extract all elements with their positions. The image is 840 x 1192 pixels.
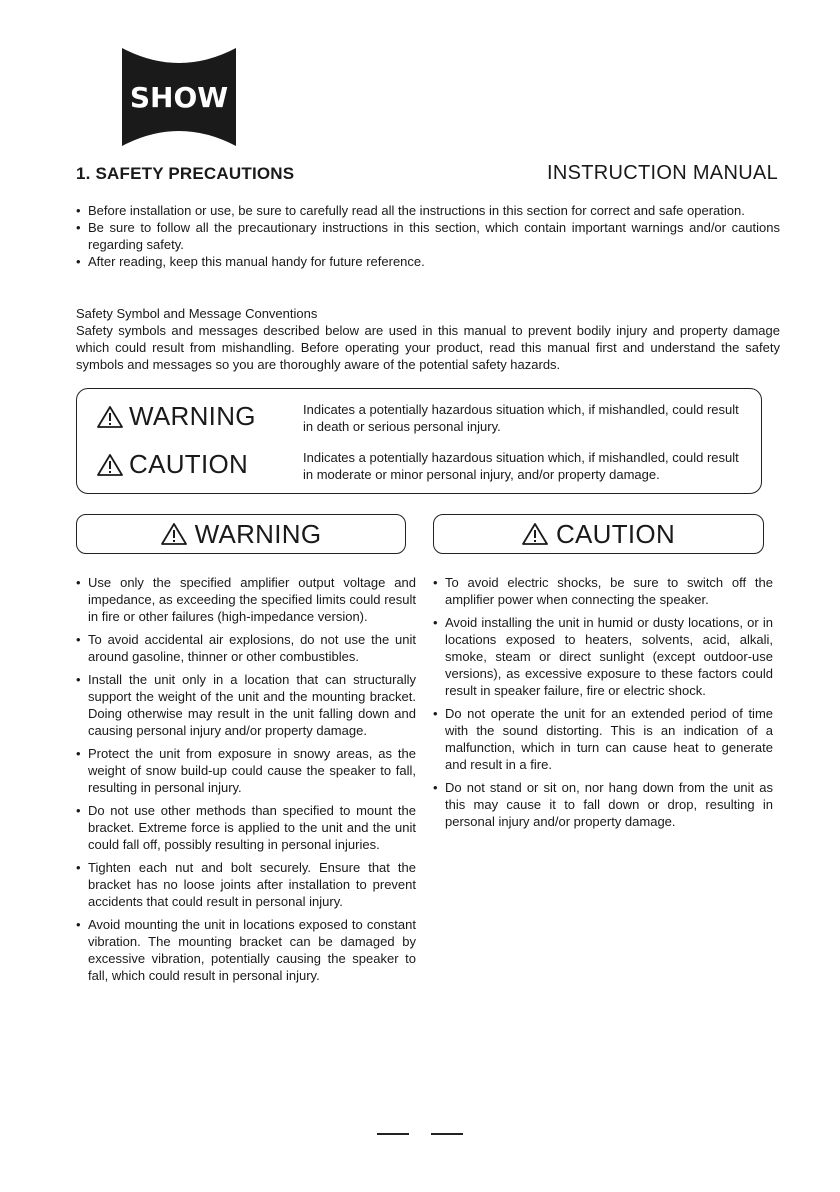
page-footer-mark	[431, 1133, 463, 1135]
caution-triangle-icon	[97, 453, 123, 477]
section-title: 1. SAFETY PRECAUTIONS	[76, 164, 295, 183]
definition-desc: Indicates a potentially hazardous situation which, if mishandled, could result in moderate or minor personal injury, and/or property damage.	[303, 450, 739, 482]
document-title: INSTRUCTION MANUAL	[547, 162, 778, 184]
caution-item: • Do not stand or sit on, nor hang down from the unit as this may cause it to fall down or drop, resulting in personal injury and/or property damage.	[433, 779, 773, 830]
show-logo	[118, 44, 240, 150]
intro-bullets	[76, 202, 780, 270]
intro-bullet: • After reading, keep this manual handy for future reference.	[76, 253, 780, 270]
caution-list	[433, 574, 773, 836]
warning-item: • Use only the specified amplifier output voltage and impedance, as exceeding the specified limits could result in fire or other failures (high-impedance version).	[76, 574, 416, 625]
conventions-heading: Safety Symbol and Message Conventions	[76, 306, 318, 321]
definition-warning	[77, 397, 761, 445]
warning-item: • Do not use other methods than specified to mount the bracket. Extreme force is applied to the unit and the unit could fall off, possibly resulting in personal injuries.	[76, 802, 416, 853]
caution-item: • Do not operate the unit for an extended period of time with the sound distorting. This is an indication of a malfunction, which in turn can cause heat to generate and result in a fire.	[433, 705, 773, 773]
warning-header-label: WARNING	[194, 518, 322, 549]
definition-caution	[77, 445, 761, 493]
caution-header-label: CAUTION	[555, 518, 676, 549]
definition-label: WARNING	[129, 401, 256, 431]
conventions-body: Safety symbols and messages described below are used in this manual to prevent bodily injury and property damage which could result from mishandling. Before operating your product, read this manual first and understand the safety symbols and messages so you are thoroughly aware of the potential safety hazards.	[76, 323, 780, 372]
warning-header	[76, 514, 406, 554]
intro-bullet: • Be sure to follow all the precautionary instructions in this section, which contain important warnings and/or cautions regarding safety.	[76, 219, 780, 253]
warning-list	[76, 574, 416, 990]
warning-item: • Tighten each nut and bolt securely. Ensure that the bracket has no loose joints after installation to prevent accidents that could result in personal injury.	[76, 859, 416, 910]
caution-header	[433, 514, 764, 554]
page-footer-mark	[377, 1133, 409, 1135]
caution-item: • To avoid electric shocks, be sure to switch off the amplifier power when connecting the speaker.	[433, 574, 773, 608]
warning-item: • To avoid accidental air explosions, do not use the unit around gasoline, thinner or other combustibles.	[76, 631, 416, 665]
caution-item: • Avoid installing the unit in humid or dusty locations, or in locations exposed to heaters, solvents, acid, alkali, smoke, steam or direct sunlight (except outdoor-use versions), as excessive exposure to these factors could result in speaker failure, fire or electric shock.	[433, 614, 773, 699]
warning-triangle-icon	[97, 405, 123, 429]
logo-text: SHOW	[129, 81, 229, 114]
definitions-box	[76, 388, 762, 494]
warning-item: • Protect the unit from exposure in snowy areas, as the weight of snow build-up could cause the speaker to fall, resulting in personal injury.	[76, 745, 416, 796]
definition-label: CAUTION	[129, 449, 249, 479]
warning-triangle-icon	[161, 522, 187, 546]
caution-triangle-icon	[522, 522, 548, 546]
intro-bullet: • Before installation or use, be sure to carefully read all the instructions in this section for correct and safe operation.	[76, 202, 780, 219]
conventions-section	[76, 305, 780, 373]
warning-item: • Avoid mounting the unit in locations exposed to constant vibration. The mounting bracket can be damaged by excessive vibration, potentially causing the speaker to fall, which could result in personal injury.	[76, 916, 416, 984]
definition-desc: Indicates a potentially hazardous situation which, if mishandled, could result in death or serious personal injury.	[303, 402, 739, 434]
warning-item: • Install the unit only in a location that can structurally support the weight of the unit and the mounting bracket. Doing otherwise may result in the unit falling down and causing personal injury and/or property damage.	[76, 671, 416, 739]
